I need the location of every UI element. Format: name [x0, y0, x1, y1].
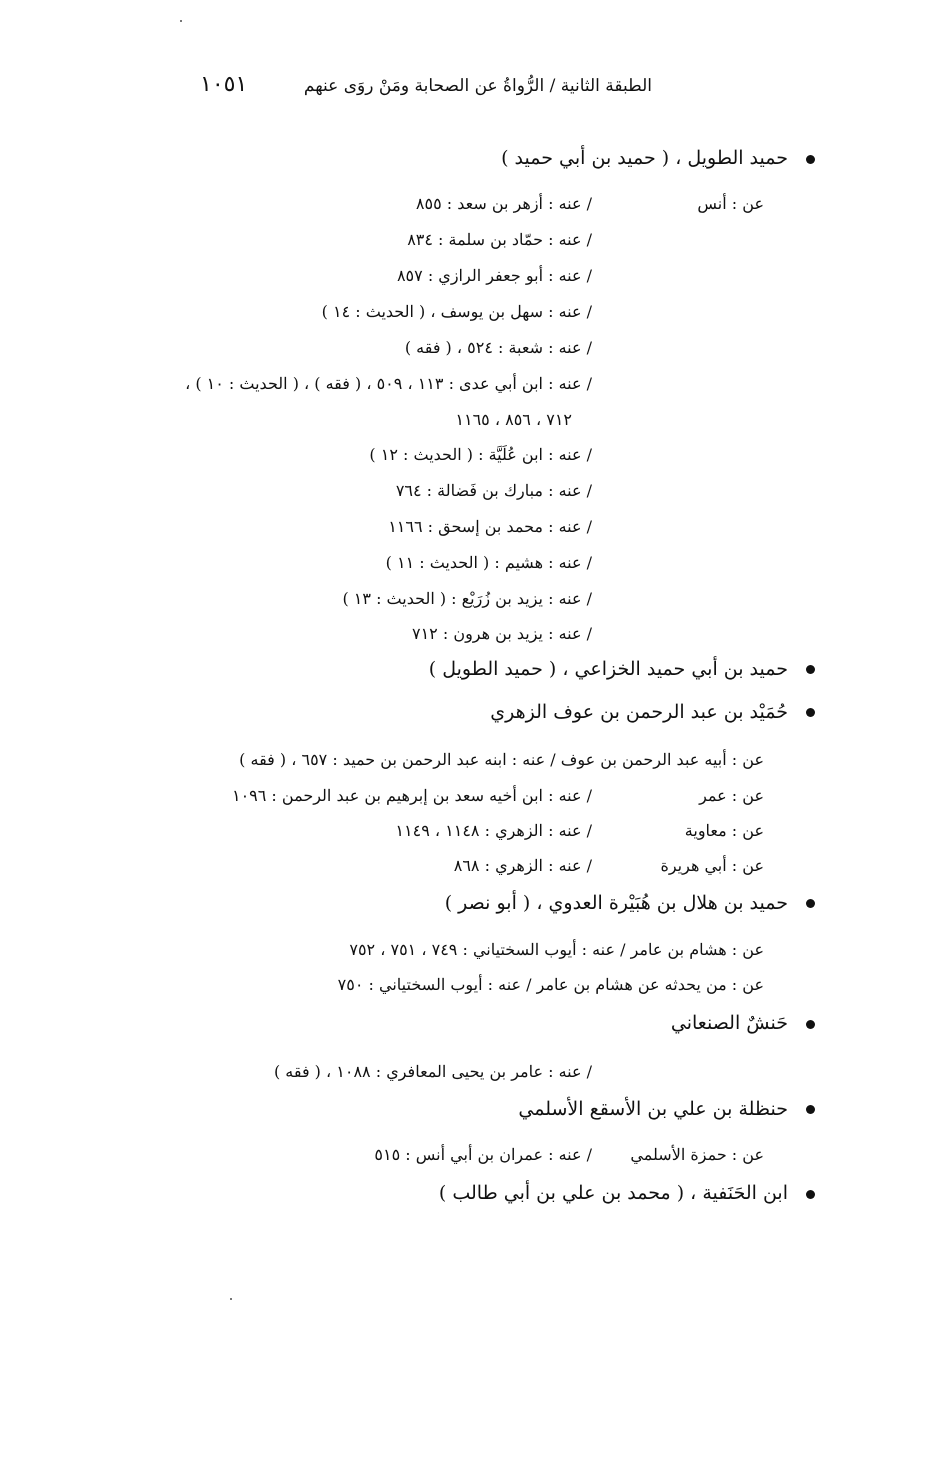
- scan-speck: [230, 1298, 232, 1300]
- narrator-line: / عنه : هشيم : ( الحديث : ١١ ): [385, 553, 592, 572]
- entry-heading: حنظلة بن علي بن الأسقع الأسلمي: [518, 1098, 788, 1120]
- narrator-line: عن : من يحدثه عن هشام بن عامر / عنه : أيوب السختياني : ٧٥٠: [337, 975, 764, 994]
- narrator-line: / عنه : حمّاد بن سلمة : ٨٣٤: [407, 230, 592, 249]
- narrator-line: / عنه : عامر بن يحيى المعافري : ١٠٨٨ ، ( فقه ): [273, 1062, 592, 1081]
- narrator-line: / عنه : سهل بن يوسف ، ( الحديث : ١٤ ): [321, 302, 592, 321]
- narrator-line: / عنه : يزيد بن هرون : ٧١٢: [411, 624, 592, 643]
- narrator-from: عن : أبي هريرة: [660, 856, 764, 875]
- narrator-from: عن : عمر: [699, 786, 764, 805]
- narrator-line: / عنه : شعبة : ٥٢٤ ، ( فقه ): [404, 338, 592, 357]
- entry-bullet: [806, 1190, 815, 1199]
- running-title: الطبقة الثانية / الرُّواةُ عن الصحابة ومَنْ روَى عنهم: [303, 76, 652, 96]
- narrator-line: عن : أبيه عبد الرحمن بن عوف / عنه : ابنه عبد الرحمن بن حميد : ٦٥٧ ، ( فقه ): [239, 750, 764, 769]
- entry-bullet: [806, 155, 815, 164]
- narrator-line: / عنه : الزهري : ٨٦٨: [453, 856, 592, 875]
- narrator-from: عن : معاوية: [684, 821, 764, 840]
- narrator-line-continued: ٧١٢ ، ٨٥٦ ، ١١٦٥: [455, 410, 572, 429]
- narrator-line: / عنه : محمد بن إسحق : ١١٦٦: [388, 517, 592, 536]
- page-number: ١٠٥١: [200, 72, 248, 97]
- entry-heading: حميد بن أبي حميد الخزاعي ، ( حميد الطويل ): [428, 658, 788, 680]
- narrator-line: / عنه : ابن عُلَيَّة : ( الحديث : ١٢ ): [369, 445, 592, 464]
- narrator-line: / عنه : أزهر بن سعد : ٨٥٥: [415, 194, 592, 213]
- narrator-line: عن : هشام بن عامر / عنه : أيوب السختياني : ٧٤٩ ، ٧٥١ ، ٧٥٢: [349, 940, 764, 959]
- scan-speck: [180, 20, 182, 22]
- narrator-from: عن : أنس: [697, 194, 764, 213]
- entry-bullet: [806, 665, 815, 674]
- narrator-line: / عنه : الزهري : ١١٤٨ ، ١١٤٩: [395, 821, 592, 840]
- entry-heading: حميد بن هلال بن هُبَيْرة العدوي ، ( أبو نصر ): [444, 892, 788, 914]
- narrator-line: / عنه : عمران بن أبي أنس : ٥١٥: [374, 1145, 592, 1164]
- narrator-line: / عنه : ابن أبي عدى : ١١٣ ، ٥٠٩ ، ( فقه ) ، ( الحديث : ١٠ ) ،: [185, 374, 592, 393]
- entry-bullet: [806, 1105, 815, 1114]
- entry-heading: حَنشٌ الصنعاني: [670, 1012, 788, 1034]
- narrator-line: / عنه : ابن أخيه سعد بن إبرهيم بن عبد الرحمن : ١٠٩٦: [231, 786, 592, 805]
- entry-bullet: [806, 899, 815, 908]
- narrator-line: / عنه : أبو جعفر الرازي : ٨٥٧: [396, 266, 592, 285]
- entry-heading: ابن الحَنَفية ، ( محمد بن علي بن أبي طالب ): [438, 1182, 788, 1204]
- entry-heading: حميد الطويل ، ( حميد بن أبي حميد ): [501, 147, 788, 169]
- narrator-line: / عنه : يزيد بن زُرَيْع : ( الحديث : ١٣ ): [342, 589, 592, 608]
- narrator-from: عن : حمزة الأسلمي: [630, 1145, 764, 1164]
- narrator-line: / عنه : مبارك بن فَضالة : ٧٦٤: [395, 481, 592, 500]
- entry-bullet: [806, 708, 815, 717]
- entry-heading: حُمَيْد بن عبد الرحمن بن عوف الزهري: [490, 701, 788, 723]
- entry-bullet: [806, 1020, 815, 1029]
